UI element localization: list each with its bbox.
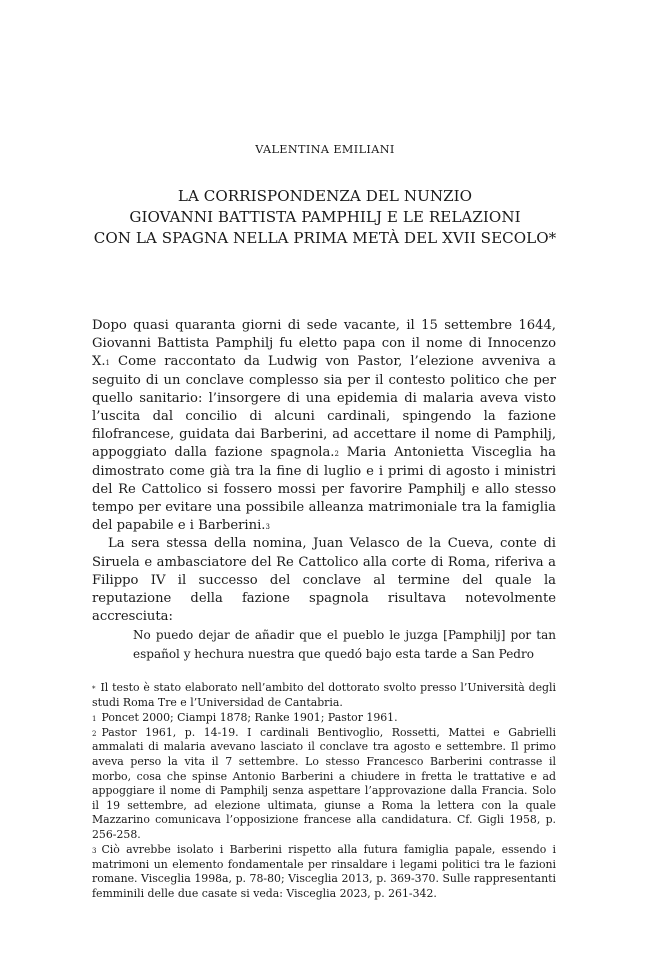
paragraph-1 <box>92 317 556 535</box>
footnote-ref-3: 3 <box>265 523 270 532</box>
paragraph-1-part-3: Maria Antonietta Visceglia ha dimostrato come già tra la fine di luglio e i primi di agosto i ministri del Re Cattolico si fossero mossi per favorire Pamphilj e allo stesso tempo per evitare una possibile alleanza matrimoniale tra la famiglia del papabile e i Barberini. <box>92 445 556 534</box>
paragraph-1-part-2: Come raccontato da Ludwig von Pastor, l’elezione avveniva a seguito di un conclave complesso sia per il contesto politico che per quello sanitario: l’insorgere di una epidemia di malaria aveva visto l’uscita dal concilio di alcuni cardinali, spingendo la fazione filofrancese, guidata dai Barberini, ad accettare il nome di Pamphilj, appoggiato dalla fazione spagnola. <box>92 354 556 461</box>
footnotes <box>92 681 556 902</box>
footnote-mark: 3 <box>92 847 97 856</box>
footnote-3 <box>92 843 556 901</box>
footnote-text: Pastor 1961, p. 14-19. I cardinali Bentivoglio, Rossetti, Mattei e Gabrielli ammalati di malaria avevano lasciato il conclave tra agosto e settembre. Il primo aveva perso la vita il 7 settembre. Lo stesso Francesco Barberini contrasse il morbo, cosa che spinse Antonio Barberini a chiudere in fretta le trattative e ad appoggiare il nome di Pamphilj senza aspettare l’approvazione dalla Francia. Solo il 19 settembre, ad elezione ultimata, giunse a Roma la lettera con la quale Mazzarino comunicava l’opposizione francese alla candidatura. Cf. Gigli 1958, p. 256-258. <box>92 725 556 841</box>
footnote-text: Poncet 2000; Ciampi 1878; Ranke 1901; Pastor 1961. <box>101 710 398 724</box>
footnote-star <box>92 681 556 710</box>
title-line-1: LA CORRISPONDENZA DEL NUNZIO <box>177 187 473 205</box>
paragraph-1-part-1: Dopo quasi quaranta giorni di sede vacante, il 15 settembre 1644, Giovanni Battista Pamphilj fu eletto papa con il nome di Innocenzo X. <box>92 318 556 370</box>
footnote-text: Ciò avrebbe isolato i Barberini rispetto alla futura famiglia papale, essendo i matrimoni un elemento fondamentale per rinsaldare i legami politici tra le fazioni romane. Visceglia 1998a, p. 78-80; Visceglia 2013, p. 369-370. Sulle rappresentanti femminili delle due casate si veda: Visceglia 2023, p. 261-342. <box>92 843 556 900</box>
footnote-mark: 1 <box>92 714 97 723</box>
title-line-3: CON LA SPAGNA NELLA PRIMA METÀ DEL XVII SECOLO* <box>93 229 557 247</box>
footnote-ref-2: 2 <box>334 450 339 459</box>
footnote-text: Il testo è stato elaborato nell’ambito del dottorato svolto presso l’Università degli studi Roma Tre e l’Universidad de Cantabria. <box>92 681 556 709</box>
block-quote: No puedo dejar de añadir que el pueblo le juzga [Pamphilj] por tan español y hechura nuestra que quedó bajo esta tarde a San Pedro <box>133 628 556 661</box>
title-line-2: GIOVANNI BATTISTA PAMPHILJ E LE RELAZIONI <box>129 208 521 226</box>
author-name: VALENTINA EMILIANI <box>255 143 395 156</box>
article-title <box>70 186 580 249</box>
main-text <box>92 317 556 663</box>
footnote-2 <box>92 726 556 843</box>
footnote-mark: 2 <box>92 729 97 738</box>
footnote-ref-1: 1 <box>105 359 111 368</box>
paragraph-2: La sera stessa della nomina, Juan Velasco de la Cueva, conte di Siruela e ambasciatore del Re Cattolico alla corte di Roma, riferiva a Filippo IV il successo del conclave al termine del quale la reputazione della fazione spagnola risultava notevolmente accresciuta: <box>92 536 556 625</box>
footnote-1 <box>92 711 556 726</box>
footnote-mark: * <box>92 685 96 693</box>
